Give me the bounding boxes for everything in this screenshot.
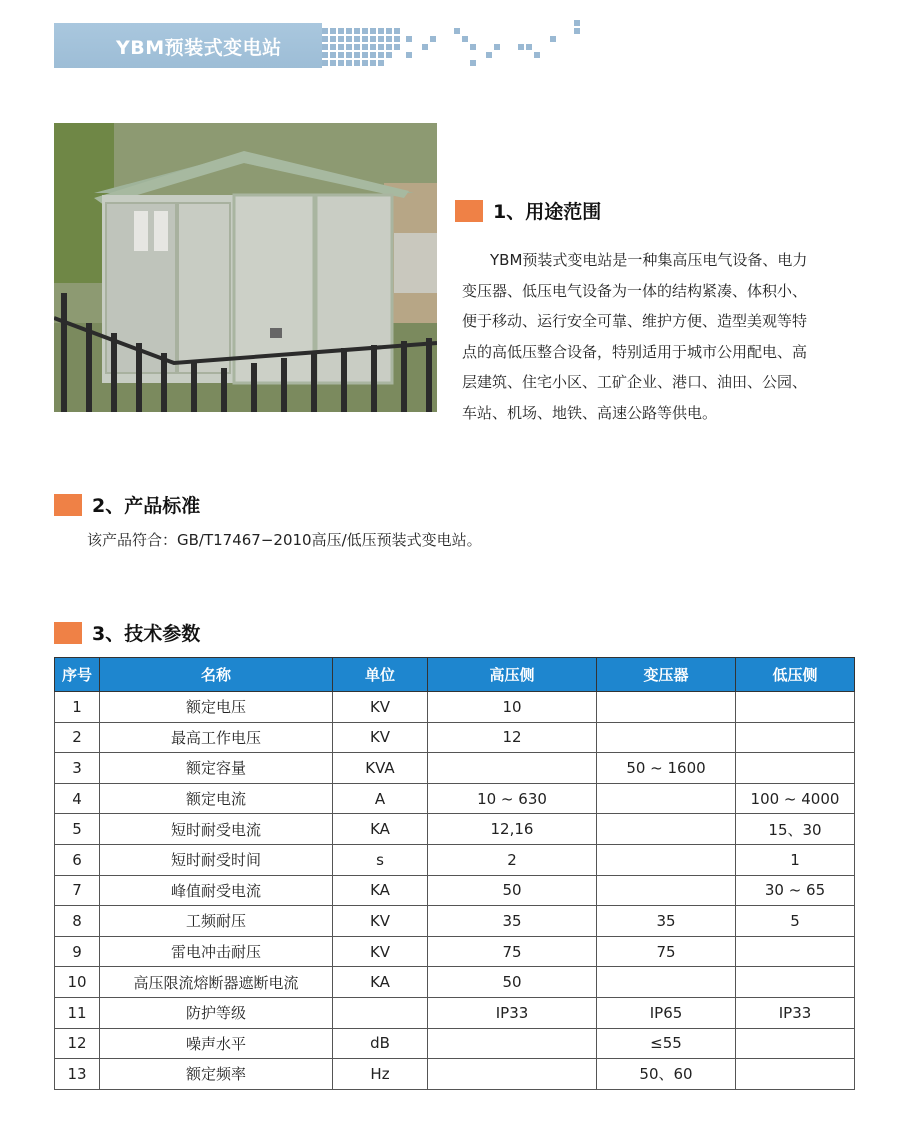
pixel-square xyxy=(370,60,376,66)
cell-transformer: ≤55 xyxy=(597,1028,736,1059)
cell-transformer: 35 xyxy=(597,906,736,937)
pixel-square xyxy=(378,52,384,58)
cell-transformer: 75 xyxy=(597,936,736,967)
pixel-square xyxy=(574,28,580,34)
cell-hv: 12,16 xyxy=(428,814,597,845)
pixel-square xyxy=(330,44,336,50)
pixel-square xyxy=(394,36,400,42)
cell-lv: 1 xyxy=(736,844,855,875)
col-header-hv: 高压侧 xyxy=(428,658,597,692)
pixel-square xyxy=(430,36,436,42)
cell-hv: 12 xyxy=(428,722,597,753)
cell-lv xyxy=(736,722,855,753)
pixel-square xyxy=(362,52,368,58)
pixel-square xyxy=(406,36,412,42)
pixel-square xyxy=(394,44,400,50)
cell-transformer: IP65 xyxy=(597,997,736,1028)
pixel-square xyxy=(354,52,360,58)
cell-transformer xyxy=(597,783,736,814)
cell-transformer xyxy=(597,814,736,845)
table-row xyxy=(55,722,855,753)
pixel-square xyxy=(386,52,392,58)
pixel-square xyxy=(346,28,352,34)
cell-unit xyxy=(333,997,428,1028)
cell-hv xyxy=(428,1028,597,1059)
usage-line: 层建筑、住宅小区、工矿企业、港口、油田、公园、 xyxy=(462,373,808,391)
table-row xyxy=(55,997,855,1028)
cell-lv: 30 ~ 65 xyxy=(736,875,855,906)
table-row xyxy=(55,906,855,937)
pixel-square xyxy=(422,44,428,50)
pixel-square xyxy=(370,52,376,58)
col-header-unit: 单位 xyxy=(333,658,428,692)
pixel-square xyxy=(362,28,368,34)
pixel-square xyxy=(574,20,580,26)
cell-lv xyxy=(736,1028,855,1059)
cell-transformer xyxy=(597,844,736,875)
cell-name: 最高工作电压 xyxy=(100,722,333,753)
standard-text: 该产品符合：GB/T17467−2010高压/低压预装式变电站。 xyxy=(87,531,482,549)
pixel-square xyxy=(470,44,476,50)
table-row xyxy=(55,844,855,875)
cell-index: 3 xyxy=(55,753,100,784)
cell-hv: 2 xyxy=(428,844,597,875)
cell-name: 短时耐受时间 xyxy=(100,844,333,875)
col-header-name: 名称 xyxy=(100,658,333,692)
section-params-title: 3、技术参数 xyxy=(92,623,201,645)
pixel-square xyxy=(346,60,352,66)
cell-unit: s xyxy=(333,844,428,875)
pixel-square xyxy=(386,28,392,34)
pixel-square xyxy=(330,28,336,34)
pixel-square xyxy=(346,36,352,42)
col-header-index: 序号 xyxy=(55,658,100,692)
table-row xyxy=(55,753,855,784)
cell-unit: dB xyxy=(333,1028,428,1059)
pixel-square xyxy=(494,44,500,50)
pixel-square xyxy=(354,28,360,34)
pixel-square xyxy=(330,60,336,66)
cell-index: 10 xyxy=(55,967,100,998)
cell-hv: 75 xyxy=(428,936,597,967)
table-row xyxy=(55,783,855,814)
table-row xyxy=(55,692,855,723)
usage-line: 便于移动、运行安全可靠、维护方便、造型美观等特 xyxy=(462,312,808,330)
cell-transformer xyxy=(597,722,736,753)
pixel-square xyxy=(386,44,392,50)
table-row xyxy=(55,967,855,998)
params-table xyxy=(54,657,855,1090)
usage-paragraph xyxy=(462,245,807,428)
section-params-heading xyxy=(54,619,200,646)
usage-line: YBM预装式变电站是一种集高压电气设备、电力 xyxy=(490,251,808,269)
cell-index: 2 xyxy=(55,722,100,753)
cell-transformer xyxy=(597,875,736,906)
cell-name: 额定频率 xyxy=(100,1059,333,1090)
cell-name: 短时耐受电流 xyxy=(100,814,333,845)
pixel-square xyxy=(338,28,344,34)
cell-unit: Hz xyxy=(333,1059,428,1090)
cell-lv xyxy=(736,692,855,723)
cell-transformer xyxy=(597,692,736,723)
cell-transformer: 50、60 xyxy=(597,1059,736,1090)
pixel-square xyxy=(526,44,532,50)
cell-unit: KA xyxy=(333,967,428,998)
cell-lv: 15、30 xyxy=(736,814,855,845)
table-row xyxy=(55,1028,855,1059)
cell-index: 6 xyxy=(55,844,100,875)
cell-name: 噪声水平 xyxy=(100,1028,333,1059)
cell-name: 防护等级 xyxy=(100,997,333,1028)
section-standard-heading xyxy=(54,491,200,518)
cell-index: 12 xyxy=(55,1028,100,1059)
section-usage-title: 1、用途范围 xyxy=(493,201,602,223)
cell-name: 额定电流 xyxy=(100,783,333,814)
pixel-square xyxy=(378,44,384,50)
table-row xyxy=(55,875,855,906)
pixel-square xyxy=(330,36,336,42)
cell-hv: 50 xyxy=(428,875,597,906)
cell-lv xyxy=(736,967,855,998)
usage-line: 变压器、低压电气设备为一体的结构紧凑、体积小、 xyxy=(462,281,808,300)
cell-index: 5 xyxy=(55,814,100,845)
cell-index: 9 xyxy=(55,936,100,967)
page-title: YBM预装式变电站 xyxy=(116,37,282,59)
cell-name: 高压限流熔断器遮断电流 xyxy=(100,967,333,998)
section-marker-icon xyxy=(54,494,82,516)
section-marker-icon xyxy=(455,200,483,222)
cell-lv xyxy=(736,936,855,967)
cell-lv: IP33 xyxy=(736,997,855,1028)
pixel-square xyxy=(378,36,384,42)
cell-unit: KV xyxy=(333,936,428,967)
cell-unit: KA xyxy=(333,875,428,906)
cell-name: 额定容量 xyxy=(100,753,333,784)
pixel-square xyxy=(362,60,368,66)
cell-transformer: 50 ~ 1600 xyxy=(597,753,736,784)
cell-unit: A xyxy=(333,783,428,814)
cell-name: 额定电压 xyxy=(100,692,333,723)
pixel-square xyxy=(362,44,368,50)
cell-lv: 5 xyxy=(736,906,855,937)
section-usage-heading xyxy=(455,197,601,224)
pixel-square xyxy=(386,36,392,42)
pixel-square xyxy=(378,28,384,34)
pixel-square xyxy=(322,28,328,34)
col-header-transformer: 变压器 xyxy=(597,658,736,692)
pixel-square xyxy=(346,44,352,50)
pixel-square xyxy=(394,28,400,34)
col-header-lv: 低压侧 xyxy=(736,658,855,692)
table-row xyxy=(55,814,855,845)
cell-hv: 10 ~ 630 xyxy=(428,783,597,814)
cell-index: 11 xyxy=(55,997,100,1028)
pixel-square xyxy=(322,44,328,50)
table-row xyxy=(55,1059,855,1090)
pixel-square xyxy=(338,60,344,66)
cell-index: 8 xyxy=(55,906,100,937)
cell-lv xyxy=(736,1059,855,1090)
cell-hv: IP33 xyxy=(428,997,597,1028)
pixel-square xyxy=(370,36,376,42)
cell-unit: KVA xyxy=(333,753,428,784)
pixel-square xyxy=(354,44,360,50)
pixel-square xyxy=(354,60,360,66)
pixel-square xyxy=(346,52,352,58)
pixel-square xyxy=(378,60,384,66)
cell-name: 工频耐压 xyxy=(100,906,333,937)
cell-hv xyxy=(428,1059,597,1090)
pixel-square xyxy=(470,60,476,66)
cell-lv: 100 ~ 4000 xyxy=(736,783,855,814)
cell-name: 峰值耐受电流 xyxy=(100,875,333,906)
pixel-square xyxy=(338,44,344,50)
cell-hv: 50 xyxy=(428,967,597,998)
cell-lv xyxy=(736,753,855,784)
pixel-square xyxy=(370,28,376,34)
substation-photo xyxy=(54,123,437,412)
cell-name: 雷电冲击耐压 xyxy=(100,936,333,967)
cell-unit: KV xyxy=(333,692,428,723)
pixel-square xyxy=(322,52,328,58)
cell-index: 1 xyxy=(55,692,100,723)
cell-transformer xyxy=(597,967,736,998)
section-marker-icon xyxy=(54,622,82,644)
pixel-square xyxy=(354,36,360,42)
pixel-square xyxy=(534,52,540,58)
table-header-row xyxy=(55,658,855,692)
cell-unit: KV xyxy=(333,906,428,937)
cell-index: 7 xyxy=(55,875,100,906)
cell-index: 13 xyxy=(55,1059,100,1090)
pixel-square xyxy=(462,36,468,42)
pixel-square xyxy=(322,36,328,42)
cell-unit: KV xyxy=(333,722,428,753)
pixel-square xyxy=(338,36,344,42)
cell-hv: 10 xyxy=(428,692,597,723)
pixel-square xyxy=(406,52,412,58)
pixel-square xyxy=(338,52,344,58)
pixel-square xyxy=(486,52,492,58)
table-row xyxy=(55,936,855,967)
pixel-square xyxy=(322,60,328,66)
usage-line: 点的高低压整合设备，特别适用于城市公用配电、高 xyxy=(462,342,808,361)
pixel-square xyxy=(330,52,336,58)
section-standard-title: 2、产品标准 xyxy=(92,495,201,517)
pixel-square xyxy=(550,36,556,42)
cell-index: 4 xyxy=(55,783,100,814)
pixel-square xyxy=(454,28,460,34)
pixel-square xyxy=(370,44,376,50)
pixel-square xyxy=(362,36,368,42)
cell-hv xyxy=(428,753,597,784)
cell-hv: 35 xyxy=(428,906,597,937)
pixel-square xyxy=(518,44,524,50)
cell-unit: KA xyxy=(333,814,428,845)
usage-line: 车站、机场、地铁、高速公路等供电。 xyxy=(462,403,718,422)
